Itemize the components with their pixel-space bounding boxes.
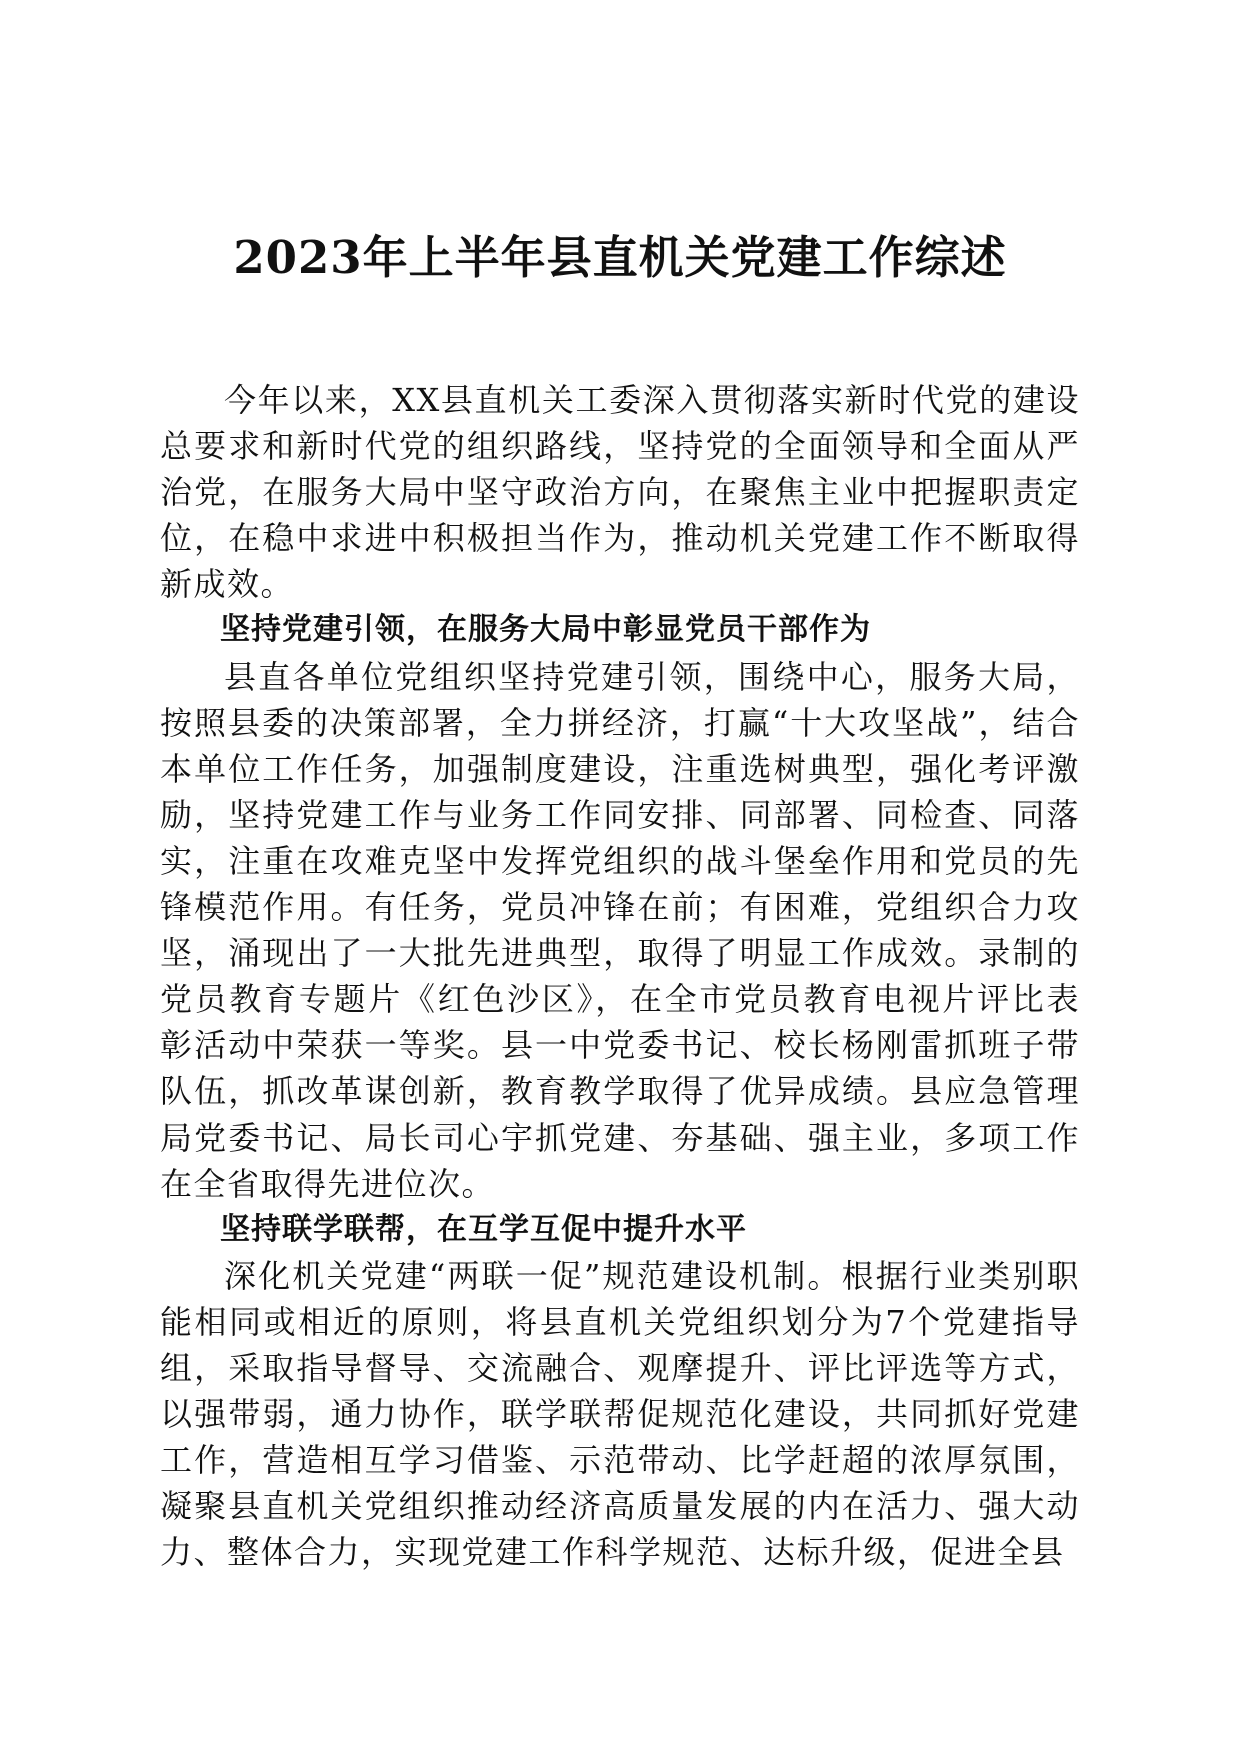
section-heading: 坚持联学联帮，在互学互促中提升水平 <box>220 1211 747 1247</box>
document-body <box>160 377 1080 1575</box>
section-heading: 坚持党建引领，在服务大局中彰显党员干部作为 <box>220 612 871 648</box>
section-paragraph: 县直各单位党组织坚持党建引领，围绕中心，服务大局，按照县委的决策部署，全力拼经济，打赢“十大攻坚战”，结合本单位工作任务，加强制度建设，注重选树典型，强化考评激励，坚持党建工作与业务工作同安排、同部署、同检查、同落实，注重在攻难克坚中发挥党组织的战斗堡垒作用和党员的先锋模范作用。有任务，党员冲锋在前；有困难，党组织合力攻坚，涌现出了一大批先进典型，取得了明显工作成效。录制的党员教育专题片《红色沙区》，在全市党员教育电视片评比表彰活动中荣获一等奖。县一中党委书记、校长杨刚雷抓班子带队伍，抓改革谋创新，教育教学取得了优异成绩。县应急管理局党委书记、局长司心宇抓党建、夯基础、强主业，多项工作在全省取得先进位次。 <box>160 657 1080 1203</box>
document-title: 2023年上半年县直机关党建工作综述 <box>233 231 1007 284</box>
section-paragraph: 深化机关党建“两联一促”规范建设机制。根据行业类别职能相同或相近的原则，将县直机关党组织划分为7个党建指导组，采取指导督导、交流融合、观摩提升、评比评选等方式，以强带弱，通力协作，联学联帮促规范化建设，共同抓好党建工作，营造相互学习借鉴、示范带动、比学赶超的浓厚氛围，凝聚县直机关党组织推动经济高质量发展的内在活力、强大动力、整体合力，实现党建工作科学规范、达标升级，促进全县 <box>160 1256 1080 1572</box>
intro-paragraph: 今年以来，XX县直机关工委深入贯彻落实新时代党的建设总要求和新时代党的组织路线，坚持党的全面领导和全面从严治党，在服务大局中坚守政治方向，在聚焦主业中把握职责定位，在稳中求进中积极担当作为，推动机关党建工作不断取得新成效。 <box>160 381 1080 604</box>
